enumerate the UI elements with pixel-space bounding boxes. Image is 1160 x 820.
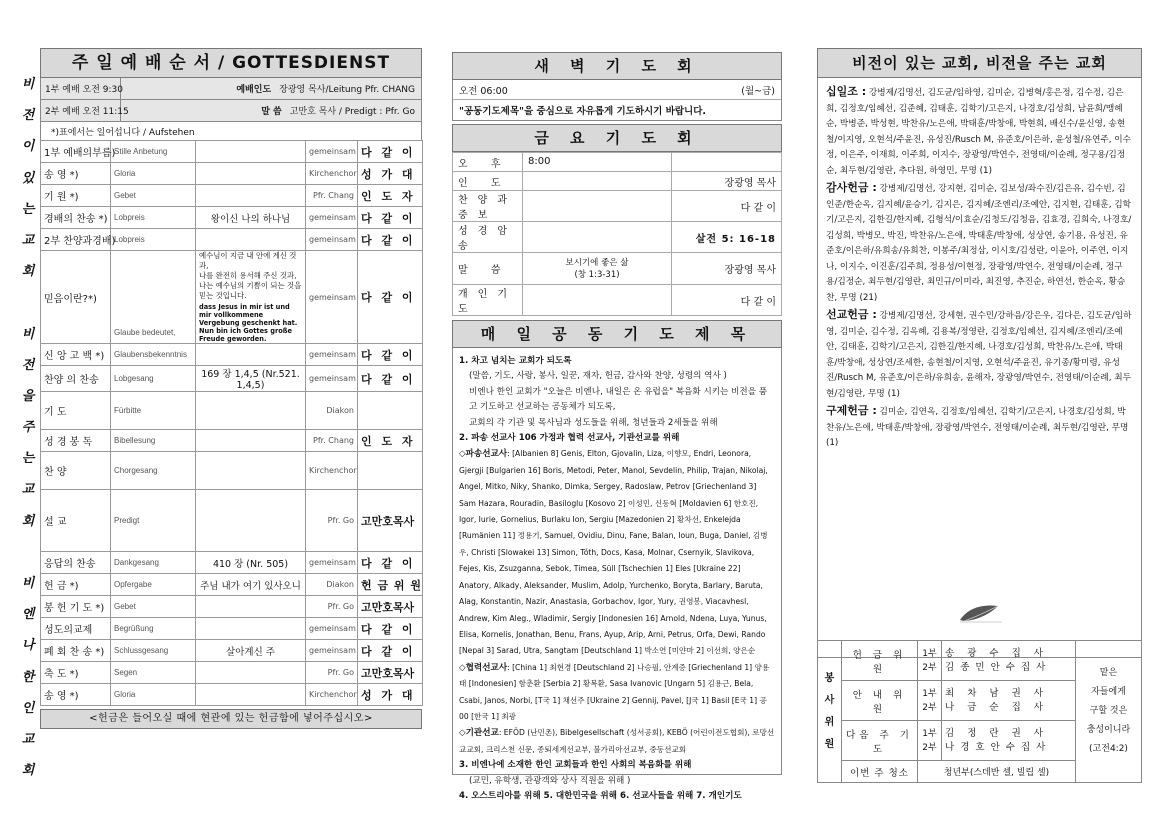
worship-title: 주 일 예 배 순 서 / GOTTESDIENST bbox=[40, 48, 422, 78]
side-char: 주 bbox=[21, 420, 35, 436]
order-item-ko: 송 영 *) bbox=[41, 684, 111, 706]
order-item-ko: 성 경 봉 독 bbox=[41, 430, 111, 452]
side-char: 비 bbox=[21, 77, 35, 92]
mission-heading: 선교헌금 : bbox=[826, 308, 877, 321]
friday-content bbox=[523, 222, 672, 253]
topic-2b bbox=[459, 660, 775, 726]
leaf-illustration-icon bbox=[958, 598, 1004, 624]
friday-leader: 다 같 이 bbox=[672, 191, 782, 222]
order-item-ko: 기 도 bbox=[41, 392, 111, 430]
thanks-heading: 감사헌금 : bbox=[826, 181, 877, 194]
order-row bbox=[41, 490, 423, 552]
thanks-names: 강병제/김명선, 강지현, 김미순, 김보성/좌수진/김은유, 김수빈, 김인준/한순옥, 김지혜/윤승기, 김지은, 김지혜/조엔리/조예안, 김지현, 김태훈, 김학기/고은지, 김한길/한지혜, 김형석/이효순/김청도/김청음, 김효경, 김희숙, 나경호/김성희, 박병모, 박진, 박찬유/노은애, 박태훈/박창애, 성상연, 송기용, 유성진, 유준호/이은하/유희송/유희찬, 이봉주/최정삼, 이시호/김성란, 이윤아, 이주연, 이지나, 이지수, 이진훈/김주희, 정용성/이현정, 장광영/박연수, 전영태/이순례, 정구용/김정순, 최두현/김영란, 최민규/이미라, 최진영, 추진순, 하연선, 한순옥, 황승찬, 무명 (21) bbox=[826, 184, 1132, 303]
topic-2c bbox=[459, 725, 775, 758]
dawn-days: (월~금) bbox=[741, 85, 775, 97]
side-char: 교 bbox=[21, 232, 35, 248]
order-item-ko: 폐 회 찬 송 *) bbox=[41, 640, 111, 662]
order-role: gemeinsam bbox=[306, 552, 358, 574]
friday-content: 보시기에 좋은 삶 (창 1:3-31) bbox=[523, 253, 672, 285]
order-item-ko: 축 도 *) bbox=[41, 662, 111, 684]
order-item-de: Segen bbox=[111, 662, 196, 684]
order-leader: 인 도 자 bbox=[358, 185, 423, 207]
faith-ko: 예수님이 지금 내 안에 계신 것과, 나를 완전히 용서해 주신 것과, 나는 예수님의 기쁨이 되는 것을 믿는 것입니다. bbox=[199, 251, 302, 300]
order-row bbox=[41, 185, 423, 207]
thanks-paragraph bbox=[826, 180, 1133, 306]
order-item-ko: 헌 금 *) bbox=[41, 574, 111, 596]
topic-1b: 비엔나 한인 교회가 "오늘은 비엔나, 내일은 온 유럽을" 복음화 시키는 비전을 품고 기도하고 선교하는 공동체가 되도록, bbox=[469, 386, 768, 413]
topic-3a: (교민, 유학생, 관광객와 상사 직원을 위해 ) bbox=[469, 775, 631, 786]
dawn-time-row bbox=[453, 80, 781, 100]
order-item-ko: 신 앙 고 백 *) bbox=[41, 344, 111, 366]
tithe-names: 강병제/김명선, 김도균/임하영, 김미순, 김병혁/홍은정, 김수정, 김은희, 김정호/임혜선, 김준혜, 김태훈, 김학기/고은지, 나경호/김성희, 남윤희/맹혜순, 박병준, 박성현, 박찬유/노은애, 박태훈/박창애, 박현희, 배신수/윤신영, 송현철/이지영, 오현석/주윤진, 유성진/Rusch M, 유준호/이은하, 윤성철/유연주, 이수정, 이은주, 이재희, 이주희, 이지수, 장광영/박연수, 전영태/이순례, 정구용/김정순, 최두현/김영란, 추다원, 하영민, 무명 (1) bbox=[826, 88, 1132, 176]
topic-2: 2. 파송 선교사 106 가정과 협력 선교사, 기관선교를 위해 bbox=[459, 433, 680, 444]
side-char: 전 bbox=[21, 357, 35, 373]
side-char: 나 bbox=[21, 638, 35, 654]
volunteer-names bbox=[942, 681, 1076, 721]
order-leader: 다 같 이 bbox=[358, 229, 423, 251]
volunteer-name-1: 김 정 란 권 사 bbox=[945, 727, 1048, 739]
order-role: gemeinsam bbox=[306, 229, 358, 251]
service-2-tag: 2부 bbox=[922, 662, 937, 673]
topic-2c-head: ◇기관선교 bbox=[459, 728, 499, 739]
order-content bbox=[196, 392, 306, 430]
friday-row bbox=[453, 253, 782, 285]
order-role: Diakon bbox=[306, 574, 358, 596]
side-char: 비 bbox=[21, 576, 35, 591]
service-1-row bbox=[40, 78, 422, 100]
worship-order bbox=[40, 48, 422, 729]
order-item-de: Dankgesang bbox=[111, 552, 196, 574]
order-content: 169 장 1,4,5 (Nr.521. 1,4,5) bbox=[196, 366, 306, 392]
order-item-de: Lobgesang bbox=[111, 366, 196, 392]
order-row bbox=[41, 452, 423, 490]
order-item-de: Schlussgesang bbox=[111, 640, 196, 662]
tithe-heading: 십일조 : bbox=[826, 85, 867, 98]
prayer-topics bbox=[452, 348, 782, 801]
order-row bbox=[41, 392, 423, 430]
order-content bbox=[196, 596, 306, 618]
topic-3: 3. 비엔나에 소재한 한인 교회들과 한인 사회의 복음화를 위해 bbox=[459, 760, 692, 771]
order-item-ko: 설 교 bbox=[41, 490, 111, 552]
side-char: 인 bbox=[21, 700, 35, 716]
friday-row bbox=[453, 222, 782, 253]
friday-item: 찬양과 중보 bbox=[453, 191, 523, 222]
order-role: gemeinsam bbox=[306, 141, 358, 163]
relief-heading: 구제헌금 : bbox=[826, 404, 877, 417]
side-char: 있 bbox=[21, 170, 35, 186]
side-vertical-text bbox=[18, 78, 38, 795]
friday-prayer-title: 금 요 기 도 회 bbox=[452, 124, 782, 152]
donor-list bbox=[817, 78, 1142, 658]
friday-item: 성경암송 bbox=[453, 222, 523, 253]
order-content bbox=[196, 185, 306, 207]
side-char: 엔 bbox=[21, 607, 35, 623]
order-item-ko: 찬 양 bbox=[41, 452, 111, 490]
friday-leader: 다 같 이 bbox=[672, 285, 782, 316]
volunteer-role: 다음 주 기도 bbox=[842, 721, 918, 761]
volunteers-verse: 맡은 자들에게 구할 것은 충성이니라 (고전4:2) bbox=[1076, 641, 1142, 783]
order-row bbox=[41, 640, 423, 662]
friday-leader: 살전 5: 16-18 bbox=[672, 222, 782, 253]
order-content: 주님 내가 여기 있사오니 bbox=[196, 574, 306, 596]
order-item-de: Lobpreis bbox=[111, 229, 196, 251]
service-2-tag: 2부 bbox=[922, 742, 937, 753]
side-char: 회 bbox=[21, 264, 35, 280]
order-leader: 다 같 이 bbox=[358, 366, 423, 392]
order-item-de: Opfergabe bbox=[111, 574, 196, 596]
order-leader: 성 가 대 bbox=[358, 684, 423, 706]
order-leader bbox=[358, 392, 423, 430]
order-leader: 고만호목사 bbox=[358, 596, 423, 618]
friday-item: 인 도 bbox=[453, 172, 523, 191]
order-row bbox=[41, 618, 423, 640]
side-char: 비 bbox=[21, 326, 35, 342]
order-row bbox=[41, 344, 423, 366]
order-item-de: Glaubensbekenntnis bbox=[111, 344, 196, 366]
order-item-de: Gloria bbox=[111, 163, 196, 185]
topic-1: 1. 차고 넘치는 교회가 되도록 bbox=[459, 356, 572, 366]
mission-paragraph bbox=[826, 307, 1133, 402]
volunteer-name-2: 김 종 민 안 수 집 사 bbox=[945, 661, 1047, 673]
order-row bbox=[41, 207, 423, 229]
order-role: Pfr. Go bbox=[306, 662, 358, 684]
order-leader: 성 가 대 bbox=[358, 163, 423, 185]
order-content bbox=[196, 662, 306, 684]
order-content bbox=[196, 618, 306, 640]
order-content bbox=[196, 490, 306, 552]
order-role: gemeinsam bbox=[306, 640, 358, 662]
friday-row bbox=[453, 172, 782, 191]
side-char: 전 bbox=[21, 108, 35, 124]
side-char: 한 bbox=[21, 669, 35, 685]
order-item-ko: 2부 찬양과경배) bbox=[41, 229, 111, 251]
order-role: Pfr. Go bbox=[306, 596, 358, 618]
service-2-preacher-label: 말 씀 bbox=[261, 107, 282, 117]
order-leader: 다 같 이 bbox=[358, 344, 423, 366]
order-role: Kirchenchor bbox=[306, 163, 358, 185]
friday-table bbox=[452, 152, 782, 316]
order-content bbox=[196, 163, 306, 185]
order-item-ko: 믿음이란?*) bbox=[41, 251, 111, 344]
order-leader: 다 같 이 bbox=[358, 141, 423, 163]
order-item-ko: 기 원 *) bbox=[41, 185, 111, 207]
order-table bbox=[40, 140, 423, 706]
topic-4: 4. 오스트리아를 위해 5. 대한민국을 위해 6. 선교사들을 위해 7. 개인기도 bbox=[459, 790, 742, 801]
topic-2b-head: ◇협력선교사 bbox=[459, 662, 508, 673]
volunteer-name-2: 나 경 호 안 수 집 사 bbox=[945, 741, 1047, 753]
topic-2a-head: ◇파송선교사 bbox=[459, 449, 508, 460]
cleaning-role: 이번 주 청소 bbox=[842, 761, 918, 783]
order-leader: 다 같 이 bbox=[358, 618, 423, 640]
volunteers-vertical-label: 봉 사 위 원 bbox=[818, 641, 842, 783]
friday-row bbox=[453, 285, 782, 316]
order-content: 410 장 (Nr. 505) bbox=[196, 552, 306, 574]
order-item-ko: 1부 예배의부름) bbox=[41, 141, 111, 163]
service-2-tag: 2부 bbox=[922, 702, 937, 713]
order-row bbox=[41, 366, 423, 392]
order-leader: 다 같 이 bbox=[358, 640, 423, 662]
friday-leader bbox=[672, 153, 782, 172]
friday-content bbox=[523, 285, 672, 316]
dawn-time: 오전 06:00 bbox=[459, 85, 508, 97]
topic-2a-body: : [Albanien 8] Genis, Elton, Gjovalin, Liza, 이향모, Endri, Leonora, Gjergji [Bulgarien 16] Boris, Metodi, Peter, Manol, Sevdelin, Philip, Trajan, Nikolaj, Angel, Mitko, Niky, Shanko, Dimka, Sergey, Radoslaw, Petrov [Griechenland 3] Sam Hazara, Rouradin, Basiloglu [Kosovo 2] 이성민, 신동혁 [Moldavien 6] 한호진, Igor, Iurie, Gornelius, Burlaku Ion, Sergiu [Mazedonien 2] 황차선, Enkelejda [Rumänien 11] 정용기, Samuel, Ovidiu, Dinu, Fane, Balan, Ioun, Buga, Daniel, 김병우, Christi [Slowakei 13] Simon, Tóth, Docs, Kasa, Molnar, Csernyik, Slavikova, Fejes, Kis, Zsuzganna, Sebok, Timea, Süll [Tschechien 1] Eles [Ukraine 22] Anatory, Alkady, Aleksander, Muslim, Adolp, Yurchenko, Boryta, Barlary, Baruta, Alag, Konstantin, Nazir, Anastasia, Gorbachov, Igor, Yury, 권영봉, Viacavhesl, Andrew, Kim Aleg., Wladimir, Sergiy [Indonesien 16] Arnold, Ndena, Luya, Yunus, Elisa, Kornelis, Jonathan, Benu, Frans, Ayup, Arip, Arni, Petrus, Orfa, Dewi, Rando [Nepal 3] Sarad, Utra, Sangtam [Deutschland 1] 박소연 [미얀마 2] 이선희, 양은순 bbox=[459, 449, 768, 656]
donors-title: 비전이 있는 교회, 비전을 주는 교회 bbox=[817, 48, 1142, 78]
service-1-tag: 1부 bbox=[922, 728, 937, 739]
order-role: Pfr. Go bbox=[306, 490, 358, 552]
order-item-ko: 찬양 의 찬송 bbox=[41, 366, 111, 392]
service-1-leader: 장광영 목사/Leitung Pfr. CHANG bbox=[279, 85, 415, 95]
order-item-ko: 응답의 찬송 bbox=[41, 552, 111, 574]
volunteer-row bbox=[818, 641, 1142, 681]
prayer-column bbox=[452, 52, 782, 801]
volunteer-names bbox=[942, 641, 1076, 681]
service-1-leader-label: 예배인도 bbox=[236, 85, 272, 95]
offering-note: <헌금은 들어오실 때에 현관에 있는 헌금함에 넣어주십시오> bbox=[40, 709, 422, 729]
order-item-ko: 송 영 *) bbox=[41, 163, 111, 185]
order-item-de: Gebet bbox=[111, 185, 196, 207]
side-char: 회 bbox=[21, 513, 35, 529]
order-item-de: Chorgesang bbox=[111, 452, 196, 490]
order-item-de: Glaube bedeutet, bbox=[111, 251, 196, 344]
service-1-tag: 1부 bbox=[922, 688, 937, 699]
order-leader: 다 같 이 bbox=[358, 207, 423, 229]
order-item-de: Lobpreis bbox=[111, 207, 196, 229]
friday-content bbox=[523, 172, 672, 191]
topic-2b-body: : [China 1] 최현경 [Deutschland 2] 나승필, 안계증 [Griechenland 1] 양용태 [Indonesien] 함춘환 [Serbia 2] 황복환, Sasa Ivanovic [Ungarn 5] 김용근, Bela, Csabi, Janos, Norbi, [T국 1] 채선주 [Ukraine 2] Gennij, Pavel, [J국 1] Basil [E국 1] 공00 [한국 1] 최광 bbox=[459, 662, 770, 721]
order-item-de: Fürbitte bbox=[111, 392, 196, 430]
dawn-prayer-title: 새 벽 기 도 회 bbox=[452, 52, 782, 80]
order-content bbox=[196, 344, 306, 366]
order-row bbox=[41, 574, 423, 596]
friday-item: 개인기도 bbox=[453, 285, 523, 316]
topic-1c: 교회의 각 기관 및 목사님과 성도들을 위해, 청년들과 2세들을 위해 bbox=[469, 417, 718, 428]
order-item-ko: 봉 헌 기 도 *) bbox=[41, 596, 111, 618]
service-2-label: 2부 예배 오전 11:15 bbox=[41, 100, 121, 121]
order-row bbox=[41, 229, 423, 251]
order-leader: 고만호목사 bbox=[358, 662, 423, 684]
order-item-de: Stille Anbetung bbox=[111, 141, 196, 163]
friday-item: 오 후 bbox=[453, 153, 523, 172]
side-char: 는 bbox=[21, 201, 35, 217]
stand-note: *)표에서는 일어섭니다 / Aufstehen bbox=[40, 122, 422, 140]
friday-row bbox=[453, 153, 782, 172]
side-char: 교 bbox=[21, 731, 35, 747]
service-1-label: 1부 예배 오전 9:30 bbox=[41, 78, 121, 99]
order-item-de: Predigt bbox=[111, 490, 196, 552]
order-item-de: Gloria bbox=[111, 684, 196, 706]
order-row bbox=[41, 684, 423, 706]
dawn-note: "공동기도제목"을 중심으로 자유롭게 기도하시기 바랍니다. bbox=[459, 106, 706, 117]
order-content bbox=[196, 430, 306, 452]
topic-1a: (말씀, 기도, 사랑, 봉사, 일꾼, 재자, 헌금, 감사와 찬양, 성령의 역사 ) bbox=[469, 371, 727, 382]
service-2-preacher: 고만호 목사 / Predigt : Pfr. Go bbox=[289, 107, 415, 117]
faith-de: dass Jesus in mir ist und mir vollkommene Vergebung geschenkt hat. Nun bin ich Gottes große Freude geworden. bbox=[199, 303, 298, 343]
cleaning-team: 청년부(스데반 셀, 빌립 셀) bbox=[918, 761, 1076, 783]
order-leader: 다 같 이 bbox=[358, 552, 423, 574]
order-leader: 고만호목사 bbox=[358, 490, 423, 552]
order-item-de: Gebet bbox=[111, 596, 196, 618]
friday-row bbox=[453, 191, 782, 222]
side-char: 교 bbox=[21, 482, 35, 498]
order-row bbox=[41, 163, 423, 185]
order-row bbox=[41, 662, 423, 684]
topic-2a bbox=[459, 446, 775, 659]
order-row bbox=[41, 251, 423, 344]
tithe-paragraph bbox=[826, 84, 1133, 179]
volunteers-table bbox=[817, 640, 1142, 783]
order-row bbox=[41, 141, 423, 163]
service-labels bbox=[918, 681, 942, 721]
order-role: Kirchenchor bbox=[306, 684, 358, 706]
volunteer-role: 안 내 위 원 bbox=[842, 681, 918, 721]
service-2-row bbox=[40, 100, 422, 122]
order-role: Pfr. Chang bbox=[306, 185, 358, 207]
order-content bbox=[196, 229, 306, 251]
order-leader bbox=[358, 452, 423, 490]
order-role: gemeinsam bbox=[306, 366, 358, 392]
relief-paragraph bbox=[826, 403, 1133, 452]
prayer-topics-title: 매 일 공 동 기 도 제 목 bbox=[452, 320, 782, 348]
volunteer-role: 헌 금 위 원 bbox=[842, 641, 918, 681]
order-content bbox=[196, 251, 306, 344]
order-item-de: Begrüßung bbox=[111, 618, 196, 640]
order-role: gemeinsam bbox=[306, 344, 358, 366]
order-role: gemeinsam bbox=[306, 207, 358, 229]
service-labels bbox=[918, 721, 942, 761]
order-content bbox=[196, 452, 306, 490]
order-role: Diakon bbox=[306, 392, 358, 430]
order-item-ko: 성도의교제 bbox=[41, 618, 111, 640]
order-content: 살아계신 주 bbox=[196, 640, 306, 662]
side-char: 는 bbox=[21, 451, 35, 467]
friday-content bbox=[523, 191, 672, 222]
order-role: Pfr. Chang bbox=[306, 430, 358, 452]
order-row bbox=[41, 552, 423, 574]
friday-item: 말 씀 bbox=[453, 253, 523, 285]
order-role: gemeinsam bbox=[306, 251, 358, 344]
order-role: Kirchenchor bbox=[306, 452, 358, 490]
friday-leader: 장광영 목사 bbox=[672, 253, 782, 285]
side-char: 회 bbox=[21, 763, 35, 779]
order-row bbox=[41, 596, 423, 618]
friday-leader: 장광영 목사 bbox=[672, 172, 782, 191]
volunteer-names bbox=[942, 721, 1076, 761]
order-leader: 인 도 자 bbox=[358, 430, 423, 452]
volunteer-name-2: 나 금 순 집 사 bbox=[945, 701, 1048, 713]
order-content bbox=[196, 684, 306, 706]
order-role: gemeinsam bbox=[306, 618, 358, 640]
mission-names: 강병제/김명선, 강세현, 권수민/강하음/강은우, 김다은, 김도균/임하영, 김미순, 김수정, 김옥혜, 김용복/정영란, 김정호/임혜선, 김지혜/조엔리/조예안, 김태훈, 김학기/고은지, 김한길/한지혜, 나경호/김성희, 박찬유/노은애, 박태훈/박창애, 성상연/조세한, 송현철/이지영, 오현석/주윤진, 유기종/황미령, 유성진/Rusch M, 유준호/이은하/유희송, 윤해자, 장광영/박연수, 전영태/이순례, 최두현/김영란, 무명 (1) bbox=[826, 311, 1132, 399]
side-char: 을 bbox=[21, 388, 35, 404]
order-content: 왕이신 나의 하나님 bbox=[196, 207, 306, 229]
topic-2c-body: : EFÖD (난민촌), Bibelgesellschaft (성서공회), KEBÖ (어린이전도협회), 로망선교교회, 크리스천 신문, 종퇴세계선교부, 불가리아선교부, 중동선교회 bbox=[459, 728, 775, 754]
service-1-tag: 1부 bbox=[922, 648, 937, 659]
friday-content: 8:00 bbox=[523, 153, 672, 172]
order-content bbox=[196, 141, 306, 163]
order-item-de: Bibellesung bbox=[111, 430, 196, 452]
volunteer-name-1: 송 광 수 집 사 bbox=[945, 647, 1048, 659]
side-char: 이 bbox=[21, 139, 35, 155]
order-item-ko: 경배의 찬송 *) bbox=[41, 207, 111, 229]
relief-names: 김미순, 김연옥, 김정호/임혜선, 김학기/고은지, 나경호/김성희, 박찬유/노은애, 박태훈/박창애, 장광영/박연수, 전영태/이순례, 최두현/김영란, 무명 (1) bbox=[826, 407, 1129, 448]
donors-column bbox=[817, 48, 1142, 658]
order-row bbox=[41, 430, 423, 452]
order-leader: 다 같 이 bbox=[358, 251, 423, 344]
service-labels bbox=[918, 641, 942, 681]
volunteer-name-1: 최 차 남 권 사 bbox=[945, 687, 1048, 699]
order-leader: 헌 금 위 원 bbox=[358, 574, 423, 596]
